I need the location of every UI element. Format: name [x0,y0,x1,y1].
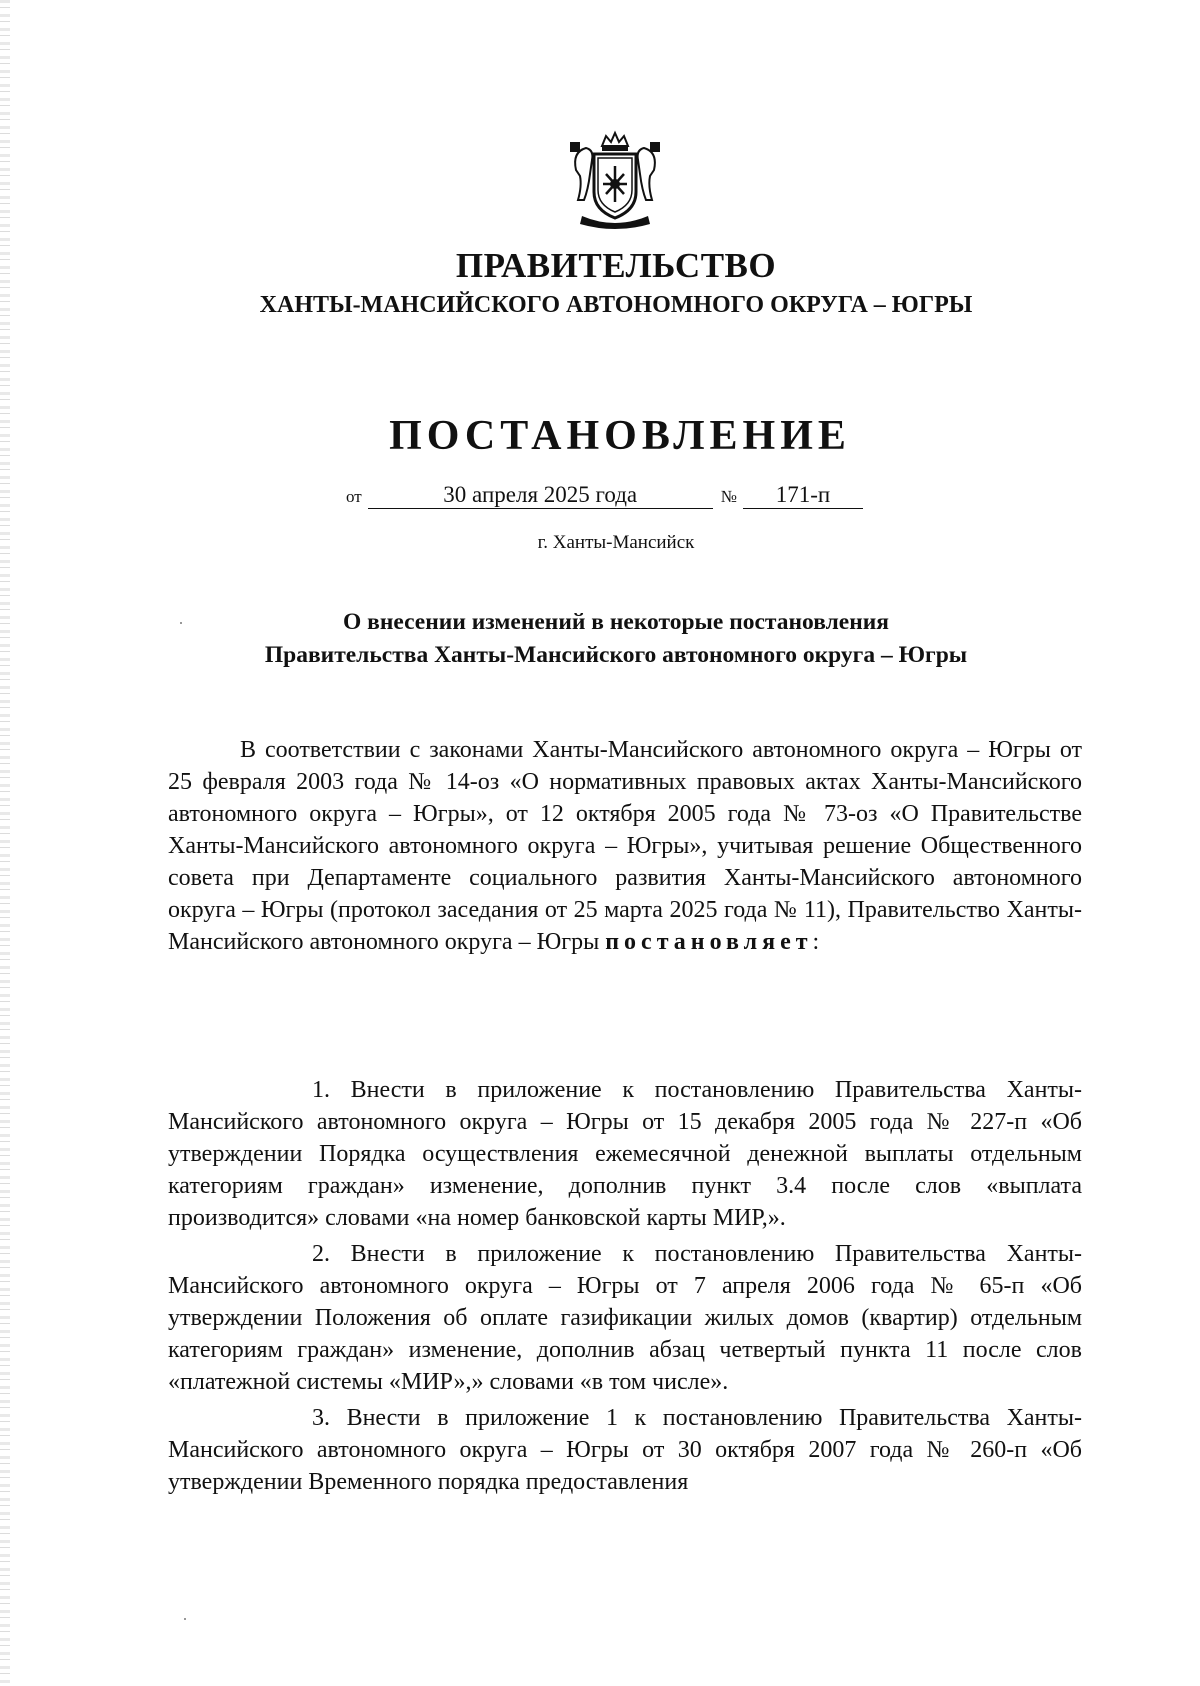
government-subtitle: ХАНТЫ-МАНСИЙСКОГО АВТОНОМНОГО ОКРУГА – ЮГРЫ [259,292,973,318]
preamble-text: В соответствии с законами Ханты-Мансийского автономного округа – Югры от 25 февраля 2003 года № 14-оз «О нормативных правовых актах Ханты-Мансийского автономного округа – Югры», от 12 октября 2005 года № 73-оз «О Правительстве Ханты-Мансийского автономного округа – Югры», учитывая решение Общественного совета при Департаменте социального развития Ханты-Мансийского автономного округа – Югры (протокол заседания от 25 марта 2025 года № 11), Правительство Ханты-Мансийского автономного округа – Югры [168,737,1082,955]
item-text: Внести в приложение к постановлению Правительства Ханты-Мансийского автономного округа – Югры от 15 декабря 2005 года № 227-п «Об утверждении Порядка осуществления ежемесячной денежной выплаты отдельным категориям граждан» изменение, дополнив пункт 3.4 после слов «выплата производится» словами «на номер банковской карты МИР,». [168,1077,1083,1231]
heading-line-1: О внесении изменений в некоторые постановления [342,609,889,635]
date-number-line [346,482,863,509]
decree-colon: : [812,929,820,955]
scan-speck [184,1618,186,1620]
decree-items [168,1074,1082,1498]
document-heading [0,606,1200,672]
item-number: 2. [312,1241,330,1267]
government-title: ПРАВИТЕЛЬСТВО [455,246,777,285]
list-item [168,1074,1082,1234]
date-prefix: от [346,487,362,506]
list-item [168,1402,1082,1498]
list-item [168,1238,1082,1398]
document-number: 171-п [743,482,863,509]
number-prefix: № [720,487,737,506]
item-number: 1. [312,1077,330,1103]
preamble [168,734,1082,958]
item-text: Внести в приложение 1 к постановлению Правительства Ханты-Мансийского автономного округа – Югры от 30 октября 2007 года № 260-п «Об утверждении Временного порядка предоставления [168,1405,1082,1495]
scan-speck [180,622,182,624]
item-text: Внести в приложение к постановлению Правительства Ханты-Мансийского автономного округа – Югры от 7 апреля 2006 года № 65-п «Об утверждении Положения об оплате газификации жилых домов (квартир) отдельным категориям граждан» изменение, дополнив абзац четвертый пункта 11 после слов «платежной системы «МИР»,» словами «в том числе». [168,1241,1083,1395]
heading-line-2: Правительства Ханты-Мансийского автономного округа – Югры [264,642,968,668]
decree-verb: постановляет [605,929,813,955]
document-type: ПОСТАНОВЛЕНИЕ [389,413,851,459]
document-city: г. Ханты-Мансийск [537,532,695,553]
item-number: 3. [312,1405,330,1431]
document-date: 30 апреля 2025 года [368,482,713,509]
coat-of-arms-icon [566,130,664,232]
